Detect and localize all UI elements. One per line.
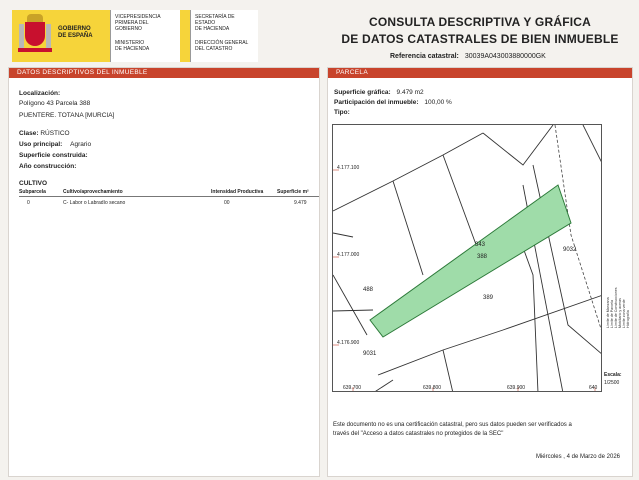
graphic-area-field: Superficie gráfica: 9.479 m2 bbox=[334, 89, 424, 96]
scale-label: Escala: bbox=[604, 372, 622, 378]
class-field: Clase: RÚSTICO bbox=[19, 130, 70, 137]
directorate-block: SECRETARÍA DE ESTADO DE HACIENDA DIRECCIÓN GENERAL DEL CATASTRO bbox=[190, 10, 258, 62]
parcel-388-highlight[interactable] bbox=[370, 185, 571, 337]
x-coordinate-label: 639.900 bbox=[507, 385, 526, 391]
parcel-label-9032: 9032 bbox=[563, 247, 577, 253]
cultivation-title: CULTIVO bbox=[19, 180, 48, 187]
parcel-label-343: 343 bbox=[475, 242, 486, 248]
y-coordinate-label: 4.177.100 bbox=[337, 165, 360, 171]
type-field: Tipo: bbox=[334, 109, 350, 116]
x-coordinate-label: 639.700 bbox=[343, 385, 362, 391]
x-coordinate-label: 640 bbox=[589, 385, 598, 391]
parcel-label-9031: 9031 bbox=[363, 351, 377, 357]
x-coordinate-label: 639.800 bbox=[423, 385, 442, 391]
parcel-map[interactable] bbox=[332, 124, 602, 392]
use-field: Uso principal: Agrario bbox=[19, 141, 92, 148]
descriptive-data-panel: DATOS DESCRIPTIVOS DEL INMUEBLE Localización: Polígono 43 Parcela 388 PUENTERE. TOTANA [MURCIA] Clase: RÚSTICO Uso principal: Agrario Superficie construida: Año construcción: CULTIVO Subparcela Cultivo/aprovechamiento Intensidad Productiva Superficie m² 0 C- Labor o Labradío secano 00 9.479 bbox=[8, 67, 320, 477]
disclaimer-notice: Este documento no es una certificación catastral, pero sus datos pueden ser verificados a través del "Acceso a datos catastrales no protegidos de la SEC" bbox=[333, 422, 572, 437]
parcel-label-388: 388 bbox=[477, 254, 488, 260]
ministry-block: VICEPRESIDENCIA PRIMERA DEL GOBIERNO MINISTERIO DE HACIENDA bbox=[110, 10, 180, 62]
parcel-label-389: 389 bbox=[483, 295, 494, 301]
participation-field: Participación del inmueble: 100,00 % bbox=[334, 99, 452, 106]
document-date: Miércoles , 4 de Marzo de 2026 bbox=[535, 454, 620, 460]
table-header-row: Subparcela Cultivo/aprovechamiento Intensidad Productiva Superficie m² bbox=[19, 189, 309, 195]
construction-year-field: Año construcción: bbox=[19, 163, 77, 170]
document-title: CONSULTA DESCRIPTIVA Y GRÁFICA DE DATOS CATASTRALES DE BIEN INMUEBLE bbox=[341, 15, 619, 46]
government-name: GOBIERNO DE ESPAÑA bbox=[58, 26, 93, 39]
y-coordinate-label: 4.177.000 bbox=[337, 252, 360, 258]
spain-coat-of-arms-icon bbox=[18, 14, 52, 56]
panel-heading: PARCELA bbox=[328, 68, 632, 78]
panel-heading: DATOS DESCRIPTIVOS DEL INMUEBLE bbox=[9, 68, 319, 78]
table-row: 0 C- Labor o Labradío secano 00 9.479 bbox=[27, 200, 307, 206]
cadastral-reference: Referencia catastral: 30039A043003880000GK bbox=[390, 53, 546, 60]
built-area-field: Superficie construida: bbox=[19, 152, 88, 159]
map-legend: Límite de Manzana Límite de Parcela Límite de Construcciones Mobiliario y aceras Límite zona verde Hidrografía Escala: 1/2500 bbox=[604, 287, 630, 386]
y-coordinate-label: 4.176.900 bbox=[337, 340, 360, 346]
parcel-panel bbox=[327, 67, 633, 477]
scale-value: 1/2500 bbox=[604, 380, 620, 386]
parcel-label-488: 488 bbox=[363, 287, 374, 293]
document-header bbox=[0, 0, 639, 66]
cultivation-table bbox=[19, 189, 315, 219]
